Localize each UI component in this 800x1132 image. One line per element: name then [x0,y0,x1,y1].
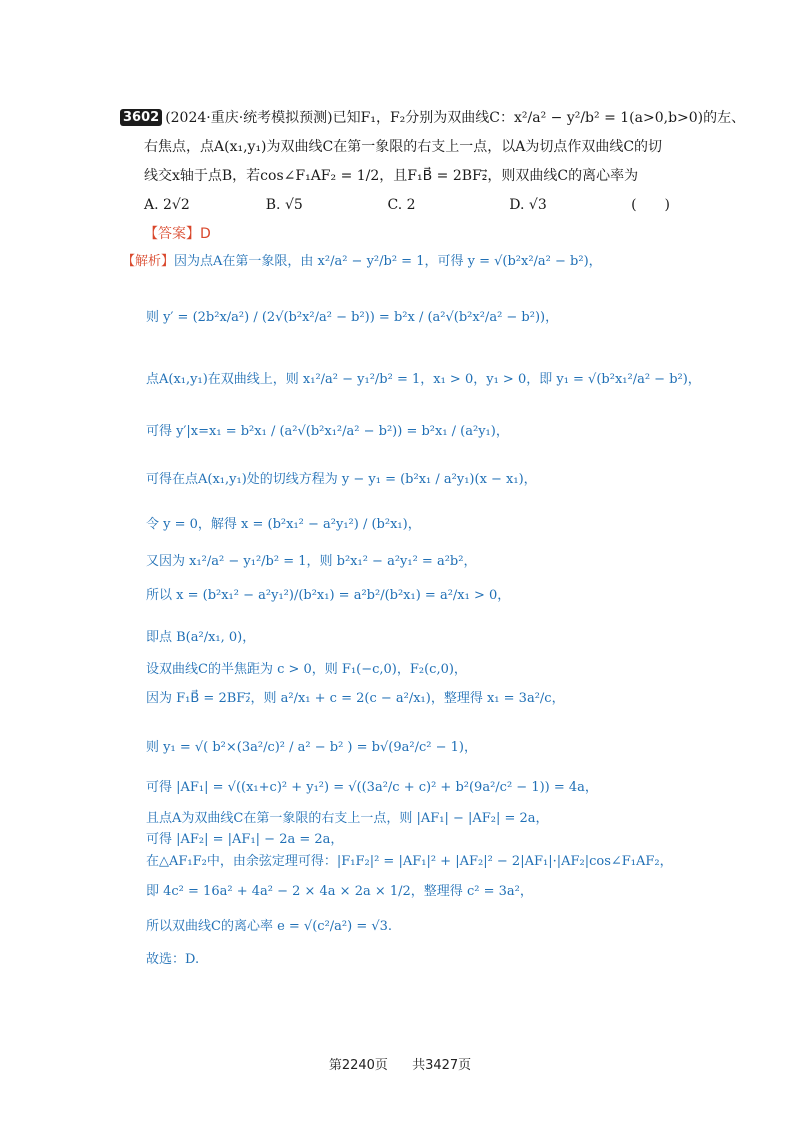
problem-block [120,104,746,249]
solution-line: 可得 |AF₁| = √((x₁+c)² + y₁²) = √((3a²/c + c)² + b²(9a²/c² − 1)) = 4a， [146,780,598,795]
solution-line: 则 y₁ = √( b²×(3a²/c)² / a² − b² ) = b√(9a²/c² − 1)， [146,740,477,755]
solution-line: 设双曲线C的半焦距为 c > 0，则 F₁(−c,0)，F₂(c,0)， [146,662,467,677]
solution-line: 令 y = 0，解得 x = (b²x₁² − a²y₁²) / (b²x₁)， [146,517,421,532]
page-footer [0,1054,800,1073]
solution-line: 所以双曲线C的离心率 e = √(c²/a²) = √3. [146,919,393,934]
solution-text: 因为点A在第一象限，由 x²/a² − y²/b² = 1，可得 y = √(b²x²/a² − b²)， [174,254,602,269]
total-pages: 共3427页 [412,1058,472,1073]
problem-line-1 [120,104,746,133]
solution-line: 点A(x₁,y₁)在双曲线上，则 x₁²/a² − y₁²/b² = 1，x₁ > 0，y₁ > 0，即 y₁ = √(b²x₁²/a² − b²)， [146,372,701,387]
problem-id-badge: 3602 [120,109,162,126]
solution-line: 且点A为双曲线C在第一象限的右支上一点，则 |AF₁| − |AF₂| = 2a， [146,811,549,826]
problem-line-2: 右焦点，点A(x₁,y₁)为双曲线C在第一象限的右支上一点，以A为切点作双曲线C的切 [144,139,663,155]
solution-line: 所以 x = (b²x₁² − a²y₁²)/(b²x₁) = a²b²/(b²x₁) = a²/x₁ > 0， [146,588,511,603]
solution-line: 可得 |AF₂| = |AF₁| − 2a = 2a， [146,832,344,847]
solution-line: 在△AF₁F₂中，由余弦定理可得：|F₁F₂|² = |AF₁|² + |AF₂|² − 2|AF₁|·|AF₂|cos∠F₁AF₂， [146,854,673,869]
solution-line: 则 y′ = (2b²x/a²) / (2√(b²x²/a² − b²)) = b²x / (a²√(b²x²/a² − b²))， [146,310,559,325]
choice-a: A. 2√2 [144,197,190,213]
choice-c: C. 2 [387,197,416,213]
solution-line: 可得 y′|x=x₁ = b²x₁ / (a²√(b²x₁²/a² − b²)) = b²x₁ / (a²y₁)， [146,424,509,439]
page-number: 第2240页 [328,1058,388,1073]
problem-text-line3: 线交x轴于点B，若cos∠F₁AF₂ = 1/2，且F₁B⃗ = 2BF₂⃗，则双曲线C的离心率为 [144,168,639,184]
solution-line: 可得在点A(x₁,y₁)处的切线方程为 y − y₁ = (b²x₁ / a²y₁)(x − x₁)， [146,472,537,487]
solution-line: 因为 F₁B⃗ = 2BF₂⃗，则 a²/x₁ + c = 2(c − a²/x₁)，整理得 x₁ = 3a²/c， [146,691,565,706]
choice-b: B. √5 [265,197,303,213]
solution-label: 【解析】 [122,254,175,269]
problem-text-line1: (2024·重庆·统考模拟预测)已知F₁，F₂分别为双曲线C：x²/a² − y²/b² = 1(a>0,b>0)的左、 [165,110,746,126]
solution-line: 即点 B(a²/x₁, 0)， [146,630,256,645]
choices-row [120,191,631,220]
solution-line: 故选：D. [146,952,200,967]
solution-line: 又因为 x₁²/a² − y₁²/b² = 1，则 b²x₁² − a²y₁² = a²b²， [146,554,477,569]
solution-line [122,250,602,269]
solution-line: 即 4c² = 16a² + 4a² − 2 × 4a × 2a × 1/2，整理得 c² = 3a²， [146,884,533,899]
choice-d: D. √3 [509,197,547,213]
answer-blank: ( ) [631,197,670,213]
answer-line: 【答案】D [144,226,211,242]
